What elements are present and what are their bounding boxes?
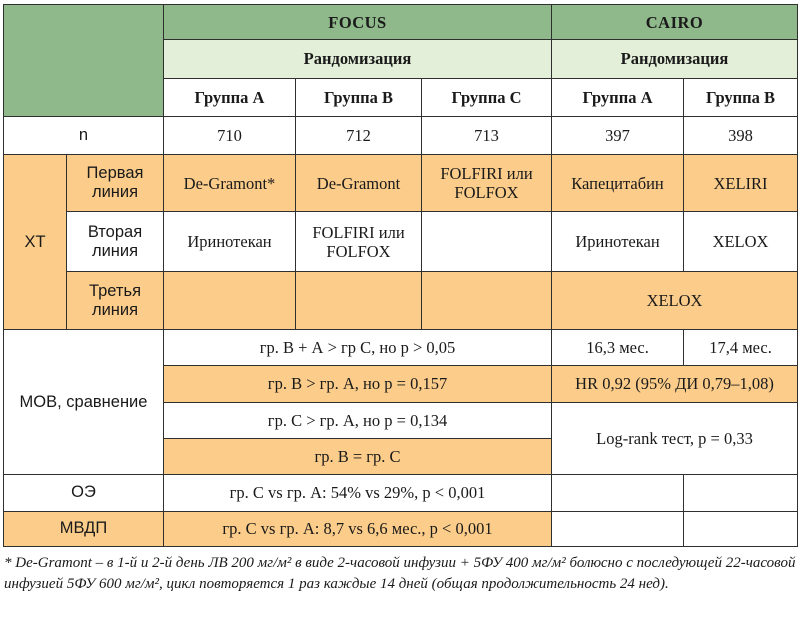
mvdp-focus: гр. С vs гр. А: 8,7 vs 6,6 мес., р < 0,001 [164,511,552,546]
mvdp-cairo-a [552,511,684,546]
oe-cairo-a [552,475,684,511]
n-focus-c: 713 [422,117,552,155]
mov-r1-cairo-b: 17,4 мес. [684,329,798,365]
focus-header: FOCUS [164,5,552,40]
mvdp-cairo-b [684,511,798,546]
xt-line3-label: Третья линия [67,272,164,330]
xt-line3-focus-c [422,272,552,330]
oe-cairo-b [684,475,798,511]
xt-line2-cairo-a: Иринотекан [552,211,684,272]
xt-line3-focus-b [296,272,422,330]
mov-r2-cairo: HR 0,92 (95% ДИ 0,79–1,08) [552,366,798,402]
xt-line1-focus-b: De-Gramont [296,155,422,212]
focus-group-a-header: Группа А [164,78,296,116]
xt-line2-focus-a: Иринотекан [164,211,296,272]
footnote: * De-Gramont – в 1-й и 2-й день ЛВ 200 мг/м² в виде 2-часовой инфузии + 5ФУ 400 мг/м² болюсно с последующей 22-часовой инфузией 5ФУ 600 мг/м², цикл повторяется 1 раз каждые 14 дней (общая продолжительность 24 нед). [4,555,796,592]
mov-r2-focus: гр. В > гр. А, но р = 0,157 [164,366,552,402]
n-focus-b: 712 [296,117,422,155]
n-cairo-a: 397 [552,117,684,155]
mov-r1-cairo-a: 16,3 мес. [552,329,684,365]
focus-group-c-header: Группа С [422,78,552,116]
focus-randomization: Рандомизация [164,40,552,78]
xt-line2-focus-c [422,211,552,272]
n-focus-a: 710 [164,117,296,155]
xt-line2-label: Вторая линия [67,211,164,272]
cairo-header: CAIRO [552,5,798,40]
xt-line2-cairo-b: XELOX [684,211,798,272]
corner-cell [4,5,164,117]
focus-group-b-header: Группа В [296,78,422,116]
comparison-table [3,4,798,547]
cairo-group-a-header: Группа А [552,78,684,116]
mov-label: МОВ, сравнение [4,329,164,474]
mov-r3-focus: гр. С > гр. А, но р = 0,134 [164,402,552,438]
xt-line3-focus-a [164,272,296,330]
cairo-randomization: Рандомизация [552,40,798,78]
xt-line3-cairo: XELOX [552,272,798,330]
xt-line1-focus-a: De-Gramont* [164,155,296,212]
n-label: n [4,117,164,155]
mov-r1-focus: гр. В + А > гр С, но р > 0,05 [164,329,552,365]
xt-line1-focus-c: FOLFIRI или FOLFOX [422,155,552,212]
xt-label: ХТ [4,155,67,330]
mvdp-label: МВДП [4,511,164,546]
xt-line1-label: Первая линия [67,155,164,212]
oe-label: ОЭ [4,475,164,511]
xt-line1-cairo-b: XELIRI [684,155,798,212]
n-cairo-b: 398 [684,117,798,155]
cairo-group-b-header: Группа В [684,78,798,116]
oe-focus: гр. С vs гр. А: 54% vs 29%, р < 0,001 [164,475,552,511]
mov-r4-focus: гр. В = гр. С [164,438,552,474]
mov-r34-cairo: Log-rank тест, р = 0,33 [552,402,798,475]
xt-line1-cairo-a: Капецитабин [552,155,684,212]
xt-line2-focus-b: FOLFIRI или FOLFOX [296,211,422,272]
